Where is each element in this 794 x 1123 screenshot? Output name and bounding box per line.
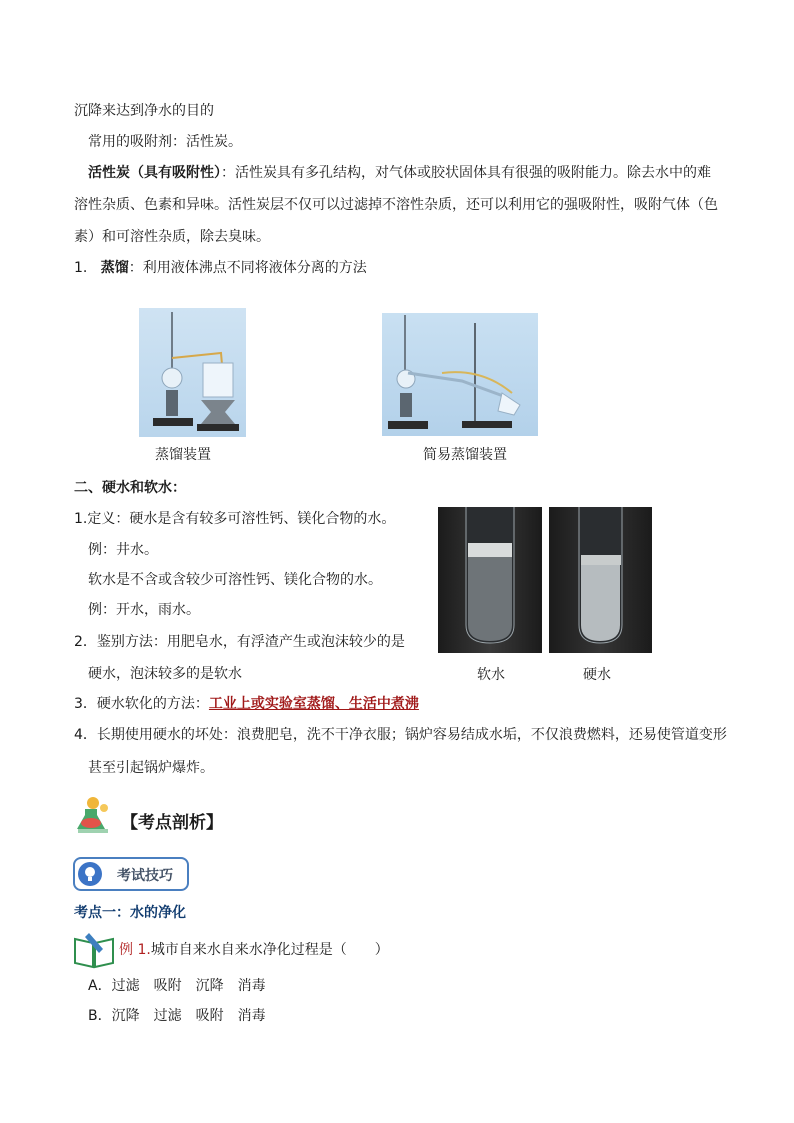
exam-tips-label: 考试技巧	[117, 868, 173, 884]
distillation-number: 1.	[74, 260, 88, 276]
lightbulb-icon	[78, 862, 102, 886]
example-hard-water: 例：井水。	[88, 542, 158, 558]
distillation-term: 蒸馏	[100, 260, 129, 276]
example-soft-water: 例：开水，雨水。	[88, 602, 200, 618]
distillation-line	[74, 258, 367, 278]
distillation-apparatus-photo	[139, 308, 246, 437]
definition-hard-water: 1.定义：硬水是含有较多可溶性钙、镁化合物的水。	[74, 511, 396, 527]
caption-distillation: 蒸馏装置	[155, 447, 211, 463]
softening-methods: 工业上或实验室蒸馏、生活中煮沸	[208, 696, 419, 712]
simple-distillation-photo	[382, 313, 538, 436]
point-heading: 考点一：水的净化	[74, 905, 186, 921]
intro-line: 沉降来达到净水的目的	[74, 103, 214, 119]
analysis-title: 【考点剖析】	[121, 813, 223, 833]
identify-method-line-1: 2．鉴别方法：用肥皂水，有浮渣产生或泡沫较少的是	[74, 634, 405, 650]
example-label: 例 1.	[119, 942, 151, 958]
softening-method-line	[74, 694, 419, 714]
carbon-line-1	[88, 163, 711, 183]
carbon-term: 活性炭（具有吸附性）	[88, 165, 221, 181]
carbon-line-2: 溶性杂质、色素和异味。活性炭层不仅可以过滤掉不溶性杂质，还可以利用它的强吸附性，吸附气体（色	[74, 197, 718, 213]
example-text: 城市自来水自来水净化过程是（ ）	[150, 942, 389, 958]
flask-icon	[75, 793, 117, 835]
definition-soft-water: 软水是不含或含较少可溶性钙、镁化合物的水。	[88, 572, 382, 588]
caption-simple-distillation: 简易蒸馏装置	[423, 447, 507, 463]
option-b: B．沉降 过滤 吸附 消毒	[88, 1008, 266, 1024]
distillation-desc: ：利用液体沸点不同将液体分离的方法	[128, 260, 367, 276]
harm-line-1: 4．长期使用硬水的坏处：浪费肥皂，洗不干净衣服；锅炉容易结成水垢，不仅浪费燃料，还易使管道变形	[74, 727, 727, 743]
carbon-line-3: 素）和可溶性杂质，除去臭味。	[74, 229, 270, 245]
option-a: A．过滤 吸附 沉降 消毒	[88, 978, 266, 994]
exam-tips-badge	[73, 857, 189, 891]
carbon-desc: ：活性炭具有多孔结构，对气体或胶状固体具有很强的吸附能力。除去水中的难	[221, 165, 711, 181]
softening-label: 3．硬水软化的方法：	[74, 696, 209, 712]
identify-method-line-2: 硬水，泡沫较多的是软水	[88, 666, 242, 682]
harm-line-2: 甚至引起锅炉爆炸。	[88, 760, 214, 776]
book-pencil-icon	[73, 929, 117, 969]
section-heading-hard-soft: 二、硬水和软水：	[74, 480, 186, 496]
caption-hard-water: 硬水	[583, 667, 611, 683]
hard-water-photo	[549, 507, 652, 653]
adsorbent-line: 常用的吸附剂：活性炭。	[88, 134, 242, 150]
caption-soft-water: 软水	[477, 667, 505, 683]
soft-water-photo	[438, 507, 542, 653]
example-question	[119, 940, 389, 960]
